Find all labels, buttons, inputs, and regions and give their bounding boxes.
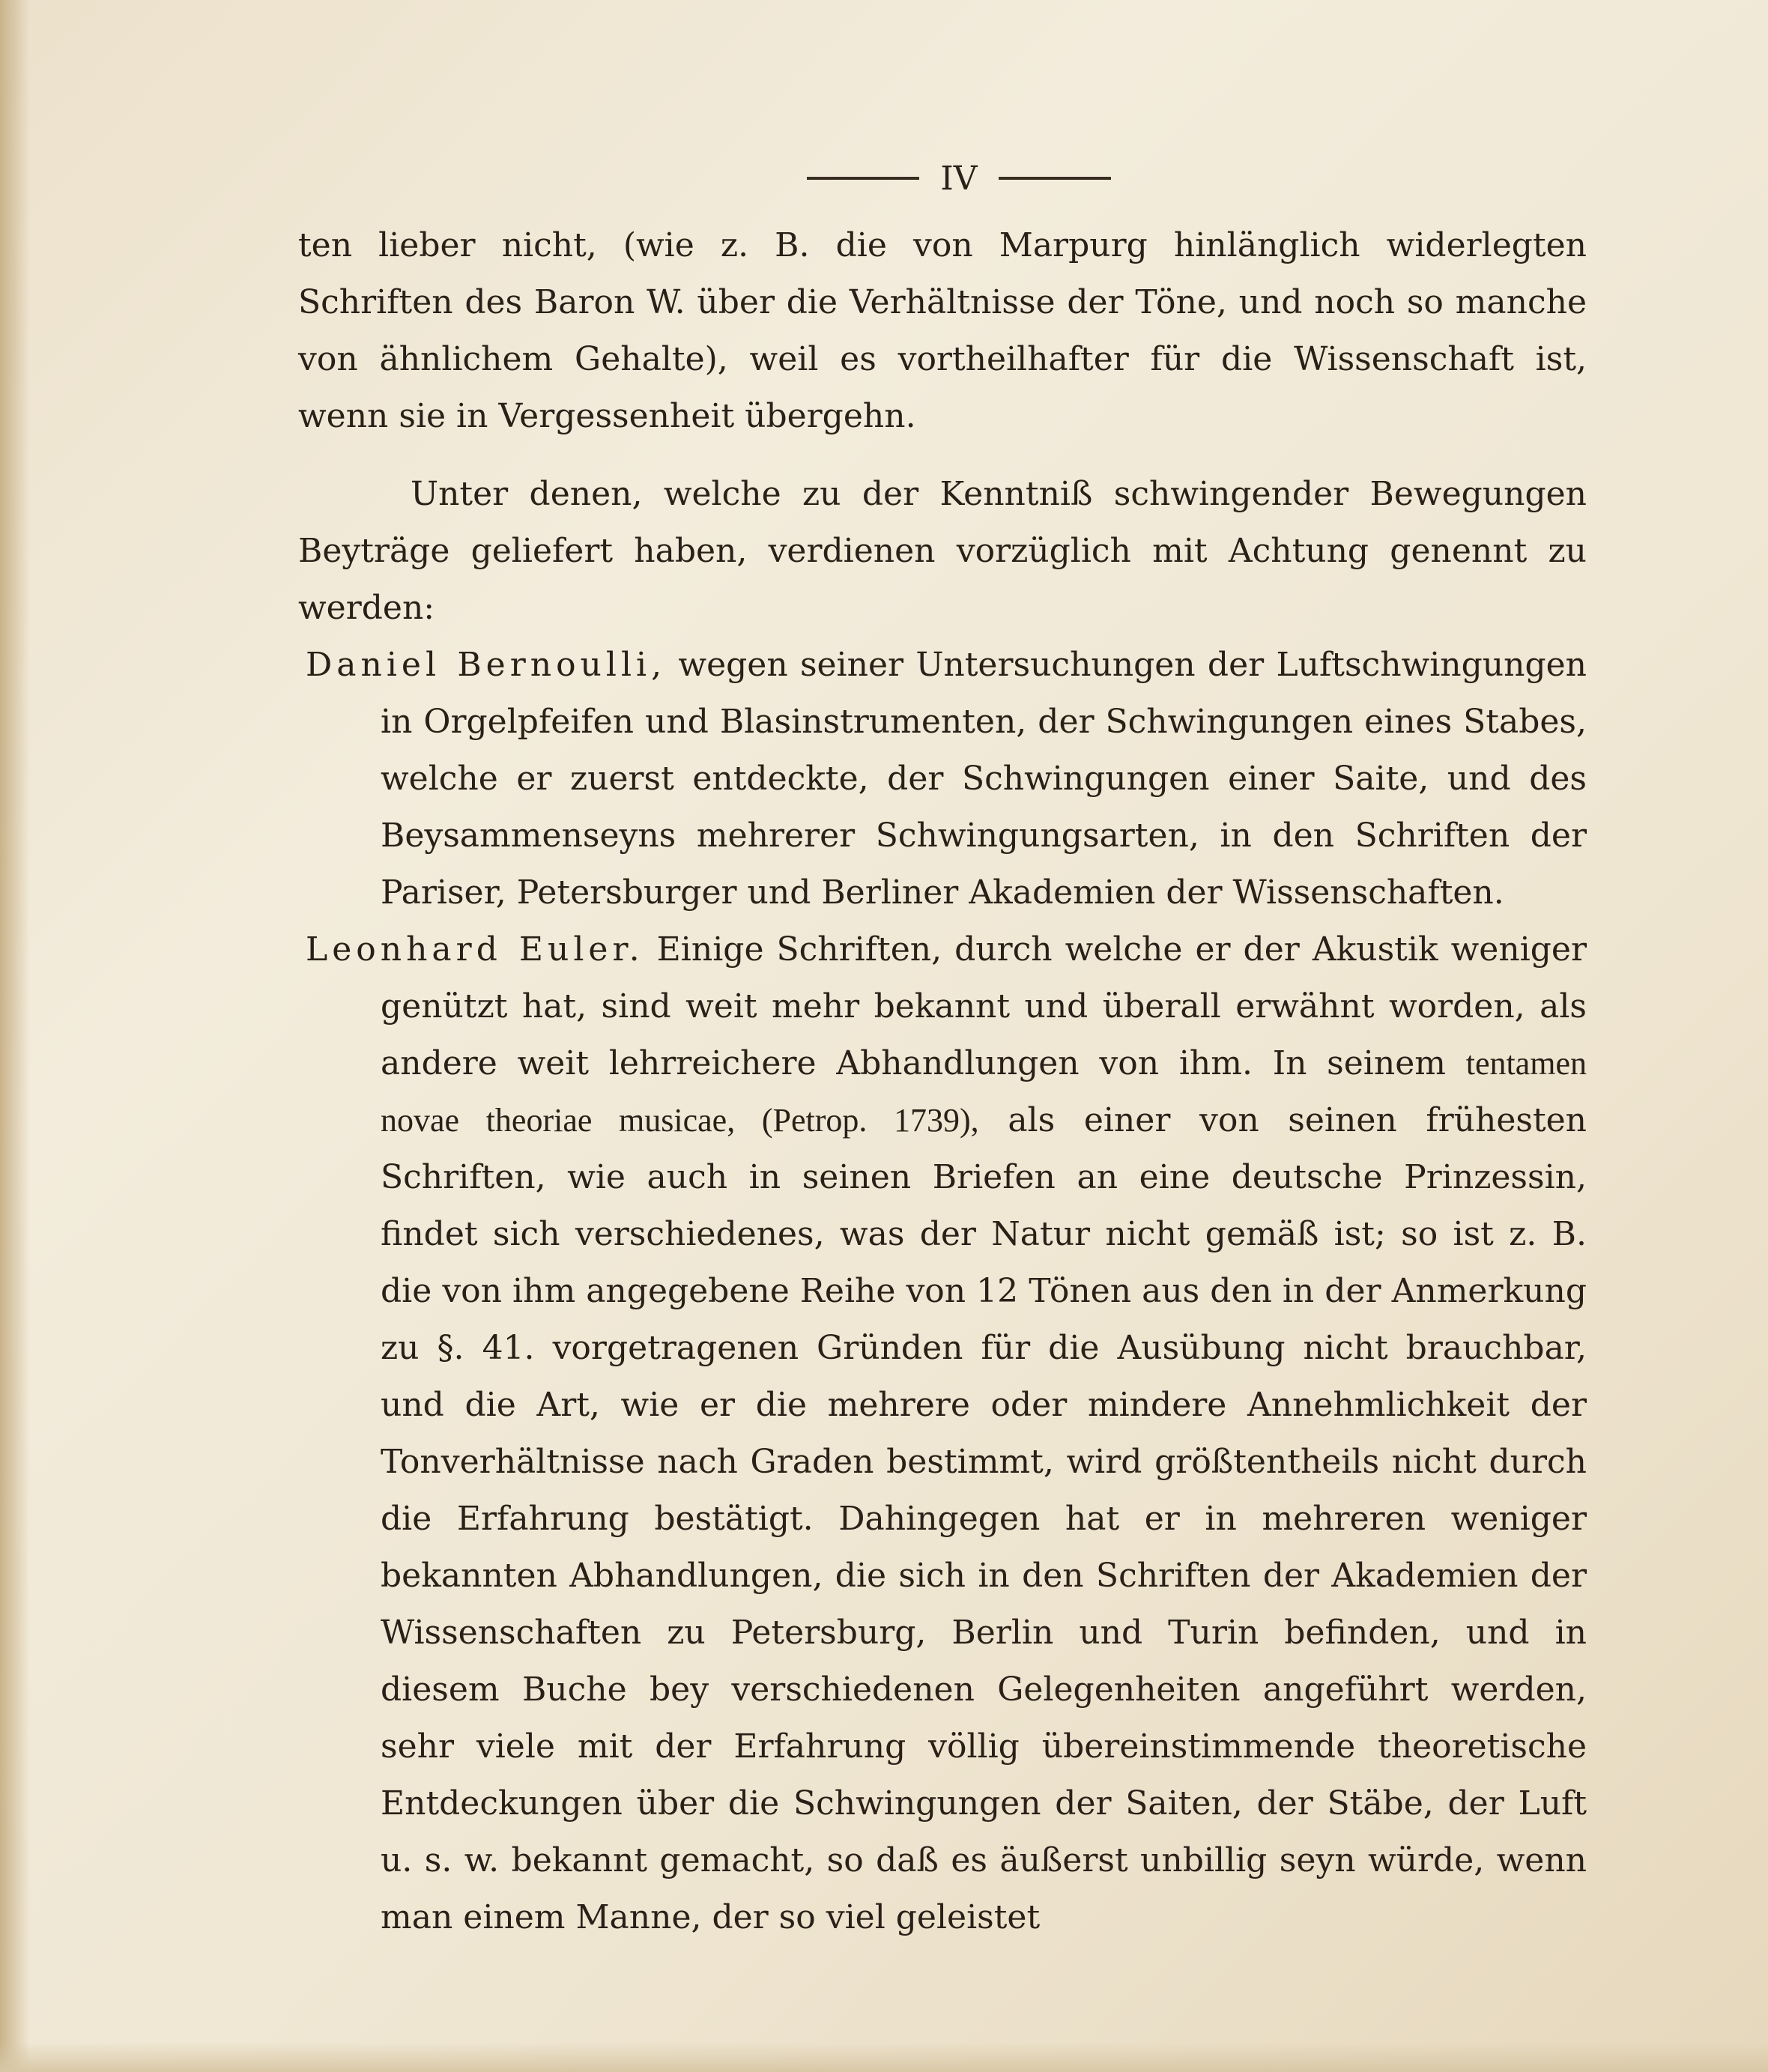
entry-text-euler-1: Einige Schriften, durch welche er der Akustik weniger genützt hat, sind weit mehr bekannt und überall erwähnt worden, als andere weit lehrreichere Abhandlungen von ihm. In seinem	[381, 930, 1587, 1082]
paragraph-intro: Unter denen, welche zu der Kenntniß schwingender Bewegungen Beyträge geliefert haben, verdienen vorzüglich mit Achtung genennt zu werden:	[298, 475, 1587, 627]
page-number: IV	[940, 159, 978, 198]
header-rule-right	[999, 177, 1111, 180]
entry-text-bernoulli: wegen seiner Untersuchungen der Luftschwingungen in Orgelpfeifen und Blasinstrumenten, der Schwingungen eines Stabes, welche er zuerst entdeckte, der Schwingungen einer Saite, und des Beysammenseyns mehrerer Schwingungsarten, in den Schriften der Pariser, Petersburger und Berliner Akademien der Wissenschaften.	[381, 646, 1587, 912]
entry-name-euler: Leonhard Euler.	[306, 930, 644, 969]
header-rule-left	[807, 177, 919, 180]
page-edge-shadow	[0, 0, 30, 2072]
page-bottom-shadow	[0, 2042, 1768, 2072]
body-text	[298, 217, 1587, 1946]
page-header	[779, 156, 1139, 201]
entry-euler	[298, 921, 1587, 1946]
paragraph-continuation: ten lieber nicht, (wie z. B. die von Marpurg hinlänglich widerlegten Schriften des Baron W. über die Verhältnisse der Töne, und noch so manche von ähnlichem Gehalte), weil es vortheilhafter für die Wissenschaft ist, wenn sie in Vergessenheit übergehn.	[298, 226, 1587, 435]
entry-name-bernoulli: Daniel Bernoulli,	[306, 646, 667, 684]
entry-text-euler-2: als einer von seinen frühesten Schriften, wie auch in seinen Briefen an eine deutsche Prinzessin, findet sich verschiedenes, was der Natur nicht gemäß ist; so ist z. B. die von ihm angegebene Reihe von 12 Tönen aus den in der Anmerkung zu §. 41. vorgetragenen Gründen für die Ausübung nicht brauchbar, und die Art, wie er die mehrere oder mindere Annehmlichkeit der Tonverhältnisse nach Graden bestimmt, wird größtentheils nicht durch die Erfahrung bestätigt. Dahingegen hat er in mehreren weniger bekannten Abhandlungen, die sich in den Schriften der Akademien der Wissenschaften zu Petersburg, Berlin und Turin befinden, und in diesem Buche bey verschiedenen Gelegenheiten angeführt werden, sehr viele mit der Erfahrung völlig übereinstimmende theoretische Entdeckungen über die Schwingungen der Saiten, der Stäbe, der Luft u. s. w. bekannt gemacht, so daß es äußerst unbillig seyn würde, wenn man einem Manne, der so viel geleistet	[381, 1101, 1587, 1936]
entry-latin-title: tentamen novae theoriae musicae, (Petrop. 1739),	[381, 1045, 1587, 1139]
entry-bernoulli	[298, 637, 1587, 921]
